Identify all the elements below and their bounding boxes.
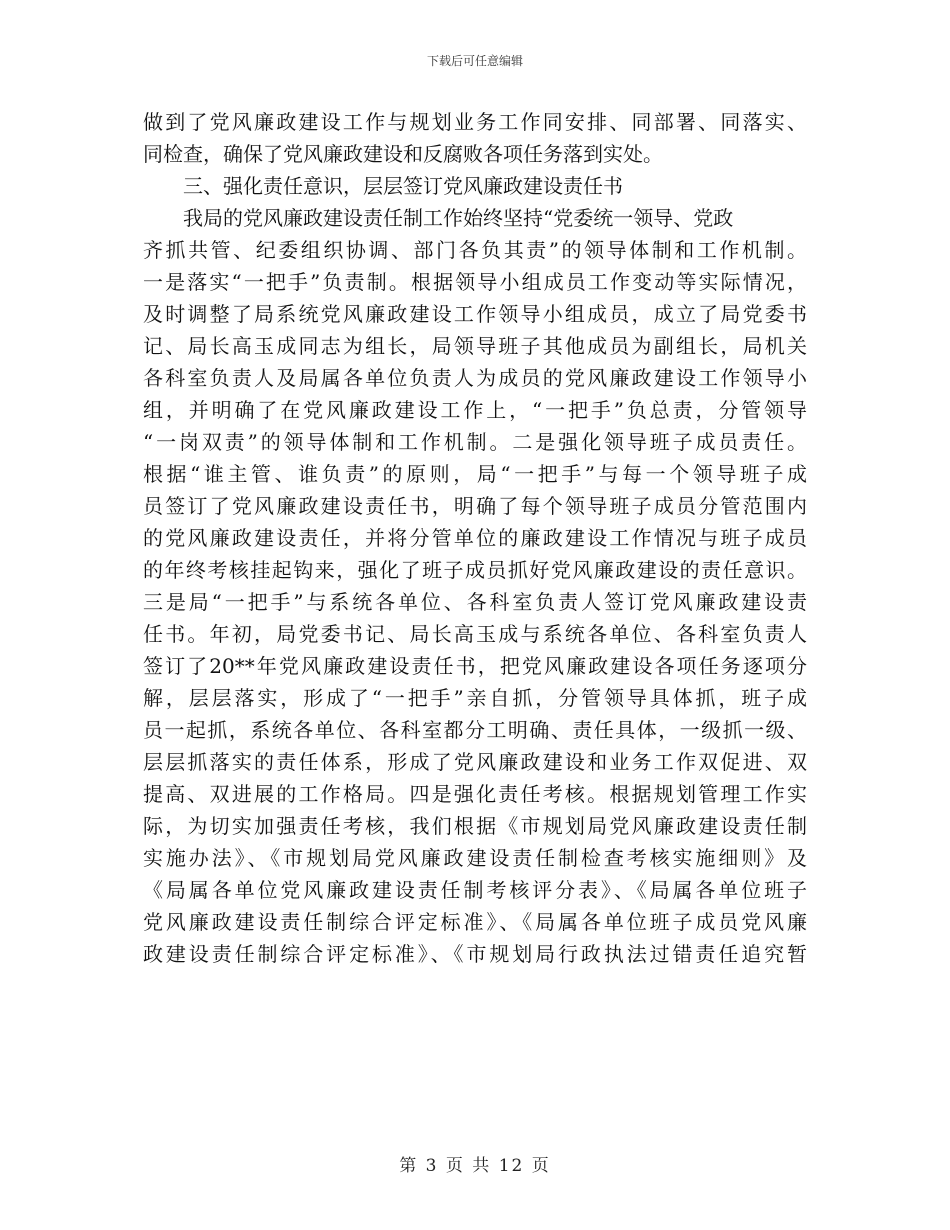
page-number: 第 3 页 共 12 页 <box>399 1156 551 1176</box>
body-line: 实施办法》、《市规划局党风廉政建设责任制检查考核实施细则》及 <box>143 846 807 870</box>
body-line: 齐抓共管、纪委组织协调、部门各负其责”的领导体制和工作机制。 <box>143 238 807 262</box>
paragraph-first-line: 我局的党风廉政建设责任制工作始终坚持“党委统一领导、党政 <box>183 206 734 230</box>
body-line: 根据“谁主管、谁负责”的原则，局“一把手”与每一个领导班子成 <box>143 462 807 486</box>
body-line: 记、局长高玉成同志为组长，局领导班子其他成员为副组长，局机关 <box>143 334 807 358</box>
body-line: 提高、双进展的工作格局。四是强化责任考核。根据规划管理工作实 <box>143 782 807 806</box>
body-line: 解，层层落实，形成了“一把手”亲自抓，分管领导具体抓，班子成 <box>143 686 807 710</box>
body-line: 及时调整了局系统党风廉政建设工作领导小组成员，成立了局党委书 <box>143 302 807 326</box>
page-header: 下载后可任意编辑 <box>426 54 523 68</box>
body-line: 层层抓落实的责任体系，形成了党风廉政建设和业务工作双促进、双 <box>143 750 807 774</box>
section-heading: 三、强化责任意识，层层签订党风廉政建设责任书 <box>183 174 623 198</box>
body-line: 的年终考核挂起钩来，强化了班子成员抓好党风廉政建设的责任意识。 <box>143 558 807 582</box>
body-line: 签订了20**年党风廉政建设责任书，把党风廉政建设各项任务逐项分 <box>143 654 807 678</box>
body-line: 同检查，确保了党风廉政建设和反腐败各项任务落到实处。 <box>143 142 663 166</box>
body-line: 的党风廉政建设责任，并将分管单位的廉政建设工作情况与班子成员 <box>143 526 807 550</box>
body-line: 际，为切实加强责任考核，我们根据《市规划局党风廉政建设责任制 <box>143 814 807 838</box>
body-line: 三是局“一把手”与系统各单位、各科室负责人签订党风廉政建设责 <box>143 590 807 614</box>
document-body <box>143 106 807 970</box>
body-line: 做到了党风廉政建设工作与规划业务工作同安排、同部署、同落实、 <box>143 110 807 134</box>
body-line: 员一起抓，系统各单位、各科室都分工明确、责任具体，一级抓一级、 <box>143 718 807 742</box>
body-line: 各科室负责人及局属各单位负责人为成员的党风廉政建设工作领导小 <box>143 366 807 390</box>
body-line: 一是落实“一把手”负责制。根据领导小组成员工作变动等实际情况， <box>143 270 807 294</box>
body-line: “一岗双责”的领导体制和工作机制。二是强化领导班子成员责任。 <box>143 430 807 454</box>
body-line: 员签订了党风廉政建设责任书，明确了每个领导班子成员分管范围内 <box>143 494 807 518</box>
body-line: 政建设责任制综合评定标准》、《市规划局行政执法过错责任追究暂 <box>143 942 807 966</box>
body-line: 《局属各单位党风廉政建设责任制考核评分表》、《局属各单位班子 <box>143 878 807 902</box>
body-line: 党风廉政建设责任制综合评定标准》、《局属各单位班子成员党风廉 <box>143 910 807 934</box>
body-line: 任书。年初，局党委书记、局长高玉成与系统各单位、各科室负责人 <box>143 622 807 646</box>
body-line: 组，并明确了在党风廉政建设工作上，“一把手”负总责，分管领导 <box>143 398 807 422</box>
